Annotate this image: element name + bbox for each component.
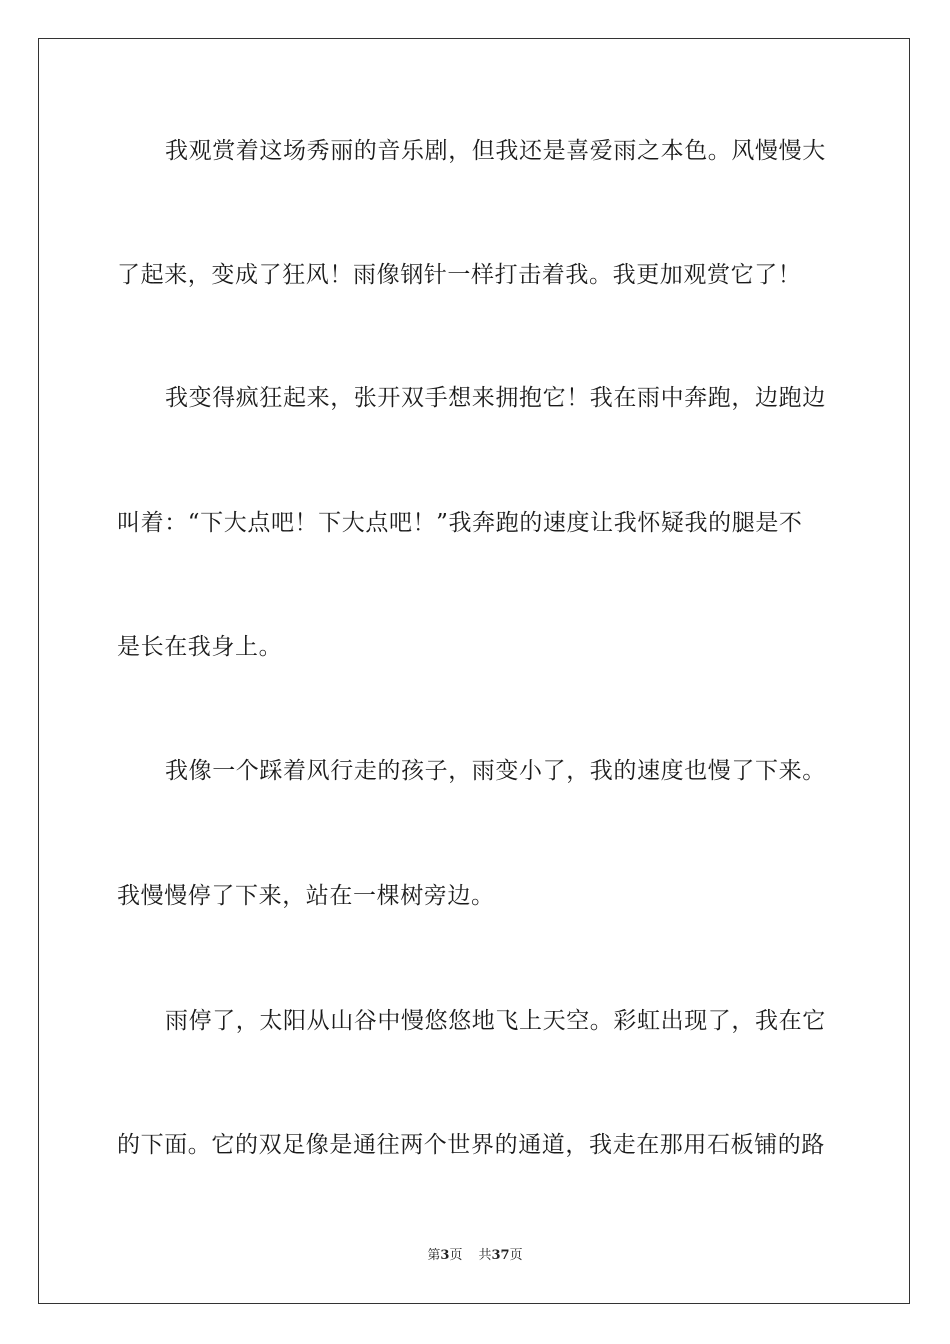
- page-border: [38, 38, 910, 1304]
- total-pages: 37: [491, 1248, 510, 1263]
- page-number: 3: [440, 1248, 450, 1263]
- total-pages-label: 共37页: [478, 1248, 523, 1263]
- text-line: 是长在我身上。: [117, 634, 283, 660]
- text-line: 了起来，变成了狂风！雨像钢针一样打击着我。我更加观赏它了！: [117, 262, 802, 288]
- text-line: 我变得疯狂起来，张开双手想来拥抱它！我在雨中奔跑，边跑边: [165, 385, 826, 411]
- text-line: 雨停了，太阳从山谷中慢悠悠地飞上天空。彩虹出现了，我在它: [165, 1008, 826, 1034]
- text-line: 叫着：“下大点吧！下大点吧！”我奔跑的速度让我怀疑我的腿是不: [117, 510, 803, 536]
- page-footer: [0, 1247, 950, 1265]
- text-line: 的下面。它的双足像是通往两个世界的通道，我走在那用石板铺的路: [117, 1132, 825, 1158]
- page-label: 第3页: [427, 1248, 463, 1263]
- text-line: 我观赏着这场秀丽的音乐剧，但我还是喜爱雨之本色。风慢慢大: [165, 138, 826, 164]
- text-line: 我慢慢停了下来，站在一棵树旁边。: [117, 883, 495, 909]
- text-line: 我像一个踩着风行走的孩子，雨变小了，我的速度也慢了下来。: [165, 758, 826, 784]
